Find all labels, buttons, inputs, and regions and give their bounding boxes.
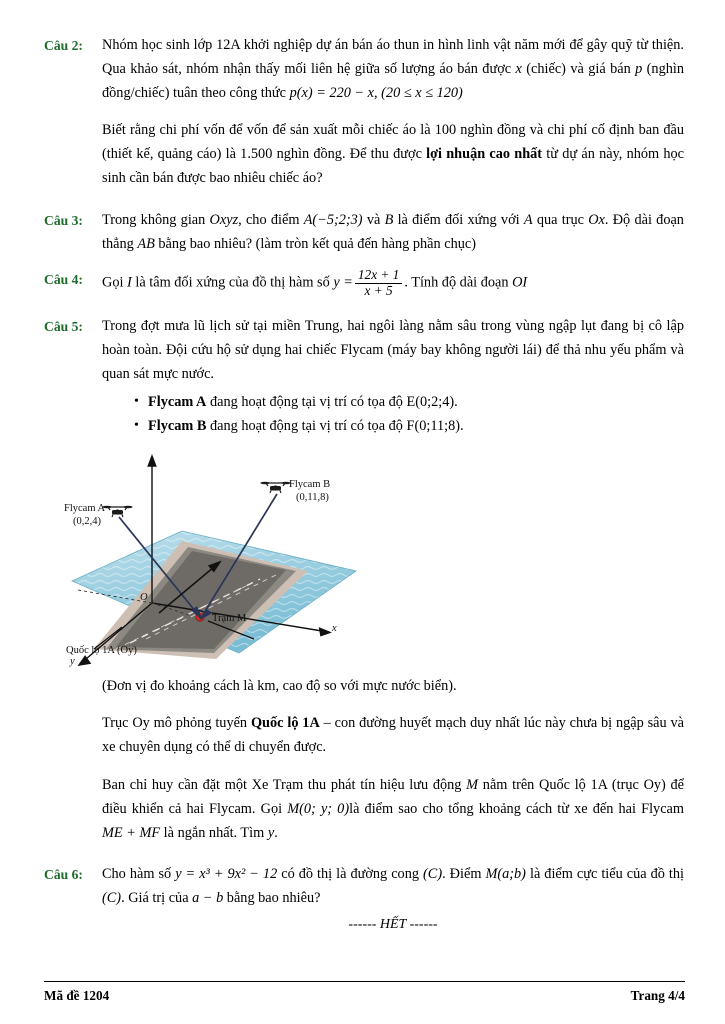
- cau2-text-d: Biết rằng chi phí vốn để vốn để sản xuất mỗi chiếc áo là 100 nghìn đồng và chi phí cố định ban đầu (thiết kế, quảng cáo) là 1.500 nghìn đồng. Để thu được: [102, 122, 684, 163]
- cau2-formula-price: p(x) = 220 − x,: [289, 84, 378, 101]
- question-body-cau2: [102, 34, 684, 191]
- footer-divider: [44, 981, 685, 982]
- cau6-text-b: có đồ thị là đường cong: [281, 866, 420, 883]
- cau4-fraction: [355, 268, 402, 299]
- cau5-paragraph-2: [102, 712, 684, 760]
- question-block-cau5: [44, 315, 684, 438]
- cau2-highlight-profit: lợi nhuận cao nhất: [426, 146, 543, 163]
- cau3-text-d: là điểm đối xứng với: [397, 211, 520, 228]
- question-block-cau4: [44, 268, 684, 299]
- cau5-p3-text-c: là điểm sao cho tổng khoảng cách từ xe đến hai Flycam: [349, 800, 685, 817]
- question-label-cau6: Câu 6:: [44, 867, 83, 883]
- cau5-p3-text-a: Ban chỉ huy cần đặt một Xe Trạm thu phát tín hiệu lưu động: [102, 776, 462, 793]
- question-label-cau3: Câu 3:: [44, 212, 83, 228]
- cau4-text-b: là tâm đối xứng của đồ thị hàm số: [135, 275, 330, 292]
- question-body-cau3: [102, 209, 684, 257]
- figure-origin-label: O: [140, 591, 148, 603]
- cau6-text-c: . Điểm: [442, 866, 482, 883]
- figure-container: [44, 453, 684, 669]
- figure-station-label: Trạm M: [212, 612, 247, 624]
- cau5-p3-text-d: là ngắn nhất. Tìm: [163, 824, 265, 841]
- cau3-axis-ox: Ox: [588, 211, 605, 228]
- cau6-curve-c: (C): [423, 866, 443, 883]
- list-item-flycam-b: [148, 415, 684, 438]
- question-body-cau6: [102, 863, 684, 936]
- question-body-cau5: [102, 315, 684, 438]
- question-block-cau6: [44, 863, 684, 936]
- cau6-text-d: là điểm cực tiểu của đồ thị: [529, 866, 685, 883]
- cau2-text-a: Nhóm học sinh lớp 12A khởi nghiệp dự án bán áo thun in hình linh vật năm mới để gây quỹ từ thiện. Qua khảo sát, nhóm nhận thấy mối liên hệ giữa số lượng áo bán được: [102, 37, 684, 77]
- cau3-paragraph: [102, 209, 684, 257]
- cau3-text-c: và: [366, 211, 381, 228]
- list-item-flycam-a: [148, 391, 684, 414]
- cau5-paragraph-1: Trong đợt mưa lũ lịch sử tại miền Trung, hai ngôi làng nằm sâu trong vùng ngập lụt đang bị cô lập hoàn toàn. Đội cứu hộ sử dụng hai chiếc Flycam (máy bay không người lái) để thả nhu yếu phẩm và quan sát mực nước.: [102, 318, 684, 382]
- flycam-b-desc: đang hoạt động tại vị trí có tọa độ F(0;11;8).: [209, 417, 464, 434]
- end-of-exam-marker: ------ HẾT ------: [348, 916, 438, 932]
- cau2-text-c: (nghìn đồng/chiếc) tuân theo công thức: [102, 60, 684, 101]
- cau4-equation-y: y =: [333, 275, 353, 292]
- figure-axis-x-label: x: [332, 622, 337, 634]
- figure-axis-z-label: z: [150, 456, 155, 468]
- cau3-point-a: A(−5;2;3): [303, 211, 363, 228]
- cau5-var-y: y: [267, 824, 275, 841]
- cau3-text-g: bằng bao nhiêu? (làm tròn kết quả đến hàng phần chục): [158, 235, 476, 252]
- question-label-cau5: Câu 5:: [44, 319, 83, 335]
- flycam-a-name: Flycam A: [148, 393, 207, 410]
- cau3-text-a: Trong không gian: [102, 211, 206, 228]
- cau6-point-m: M(a;b): [485, 866, 526, 883]
- cau6-text-a: Cho hàm số: [102, 866, 172, 883]
- cau5-p2-text-a: Trục Oy mô phỏng tuyến: [102, 715, 248, 732]
- figure-flycam-a-label: Flycam A: [64, 502, 106, 514]
- flycam-a-icon: [102, 505, 132, 516]
- figure-flycam-b-label: Flycam B: [289, 478, 331, 490]
- cau5-highlight-highway: Quốc lộ 1A: [250, 715, 320, 732]
- cau4-point-i: I: [127, 275, 132, 292]
- cau4-text-a: Gọi: [102, 275, 124, 292]
- cau4-paragraph: [102, 268, 684, 299]
- cau4-text-c: . Tính độ dài đoạn: [404, 275, 509, 292]
- cau3-space-oxyz: Oxyz: [209, 211, 239, 228]
- figure-axis-y-label: y: [70, 655, 75, 667]
- cau5-point-m-coords: M(0; y; 0): [287, 800, 350, 817]
- cau2-paragraph-1: [102, 34, 684, 105]
- exam-code: Mã đề 1204: [44, 988, 110, 1003]
- cau2-text-b: (chiếc) và giá bán: [526, 60, 631, 77]
- cau6-text-f: bằng bao nhiêu?: [226, 890, 321, 907]
- flood-scene-diagram: [64, 453, 364, 669]
- cau3-point-a2: A: [523, 211, 533, 228]
- cau2-text-e: từ dự án này, nhóm học sinh cần bán được bao nhiêu chiếc áo?: [102, 146, 684, 186]
- cau3-text-f: . Độ dài đoạn thẳng: [102, 211, 684, 252]
- cau5-p2-text-b: – con đường huyết mạch duy nhất lúc này chưa bị ngập sâu và xe chuyên dụng có thể di chuyển được.: [102, 715, 685, 756]
- cau6-paragraph: [102, 863, 684, 911]
- question-label-cau2: Câu 2:: [44, 38, 83, 53]
- cau5-paragraph-3: [102, 774, 684, 845]
- cau5-point-m: M: [466, 776, 479, 793]
- cau5-expression-me-mf: ME + MF: [102, 824, 161, 841]
- cau6-expression-a-minus-b: a − b: [192, 890, 224, 907]
- question-block-cau2: [44, 34, 684, 191]
- figure-road-label: Quốc lộ 1A (Oy): [66, 644, 137, 656]
- flycam-b-name: Flycam B: [148, 417, 207, 434]
- cau2-paragraph-2: [102, 119, 684, 190]
- cau2-formula-range: (20 ≤ x ≤ 120): [381, 84, 463, 101]
- figure-flycam-a-coord: (0,2,4): [73, 515, 101, 527]
- cau2-var-x: x: [515, 60, 522, 77]
- page-content: [44, 34, 684, 939]
- cau3-text-b: , cho điểm: [238, 211, 300, 228]
- question-label-cau4: Câu 4:: [44, 272, 83, 288]
- cau5-flycam-list: [102, 391, 684, 438]
- figure-flycam-b-coord: (0,11,8): [296, 491, 329, 503]
- cau3-segment-ab: AB: [137, 235, 155, 252]
- flycam-a-desc: đang hoạt động tại vị trí có tọa độ E(0;2;4).: [209, 393, 458, 410]
- cau5-p3-text-b: nằm trên Quốc lộ 1A (trục Oy) để điều khiển cả hai Flycam. Gọi: [102, 776, 684, 817]
- question-body-cau4: [102, 268, 684, 299]
- cau3-text-e: qua trục: [536, 211, 584, 228]
- flycam-b-icon: [260, 481, 290, 492]
- cau4-fraction-denominator: x + 5: [355, 283, 402, 299]
- cau4-fraction-numerator: 12x + 1: [357, 267, 400, 283]
- cau5-caption-unit: (Đơn vị đo khoảng cách là km, cao độ so với mực nước biển).: [102, 677, 457, 694]
- question-block-cau3: [44, 209, 684, 257]
- page-footer: [44, 988, 685, 1004]
- cau2-var-p: p: [635, 60, 643, 77]
- cau6-function: y = x³ + 9x² − 12: [175, 866, 278, 883]
- cau3-point-b: B: [384, 211, 394, 228]
- cau5-p3-text-e: .: [274, 824, 278, 841]
- cau6-curve-c2: (C): [102, 890, 122, 907]
- cau6-text-e: . Giá trị của: [121, 890, 189, 907]
- cau4-segment-oi: OI: [512, 275, 528, 292]
- page-number: Trang 4/4: [630, 988, 685, 1003]
